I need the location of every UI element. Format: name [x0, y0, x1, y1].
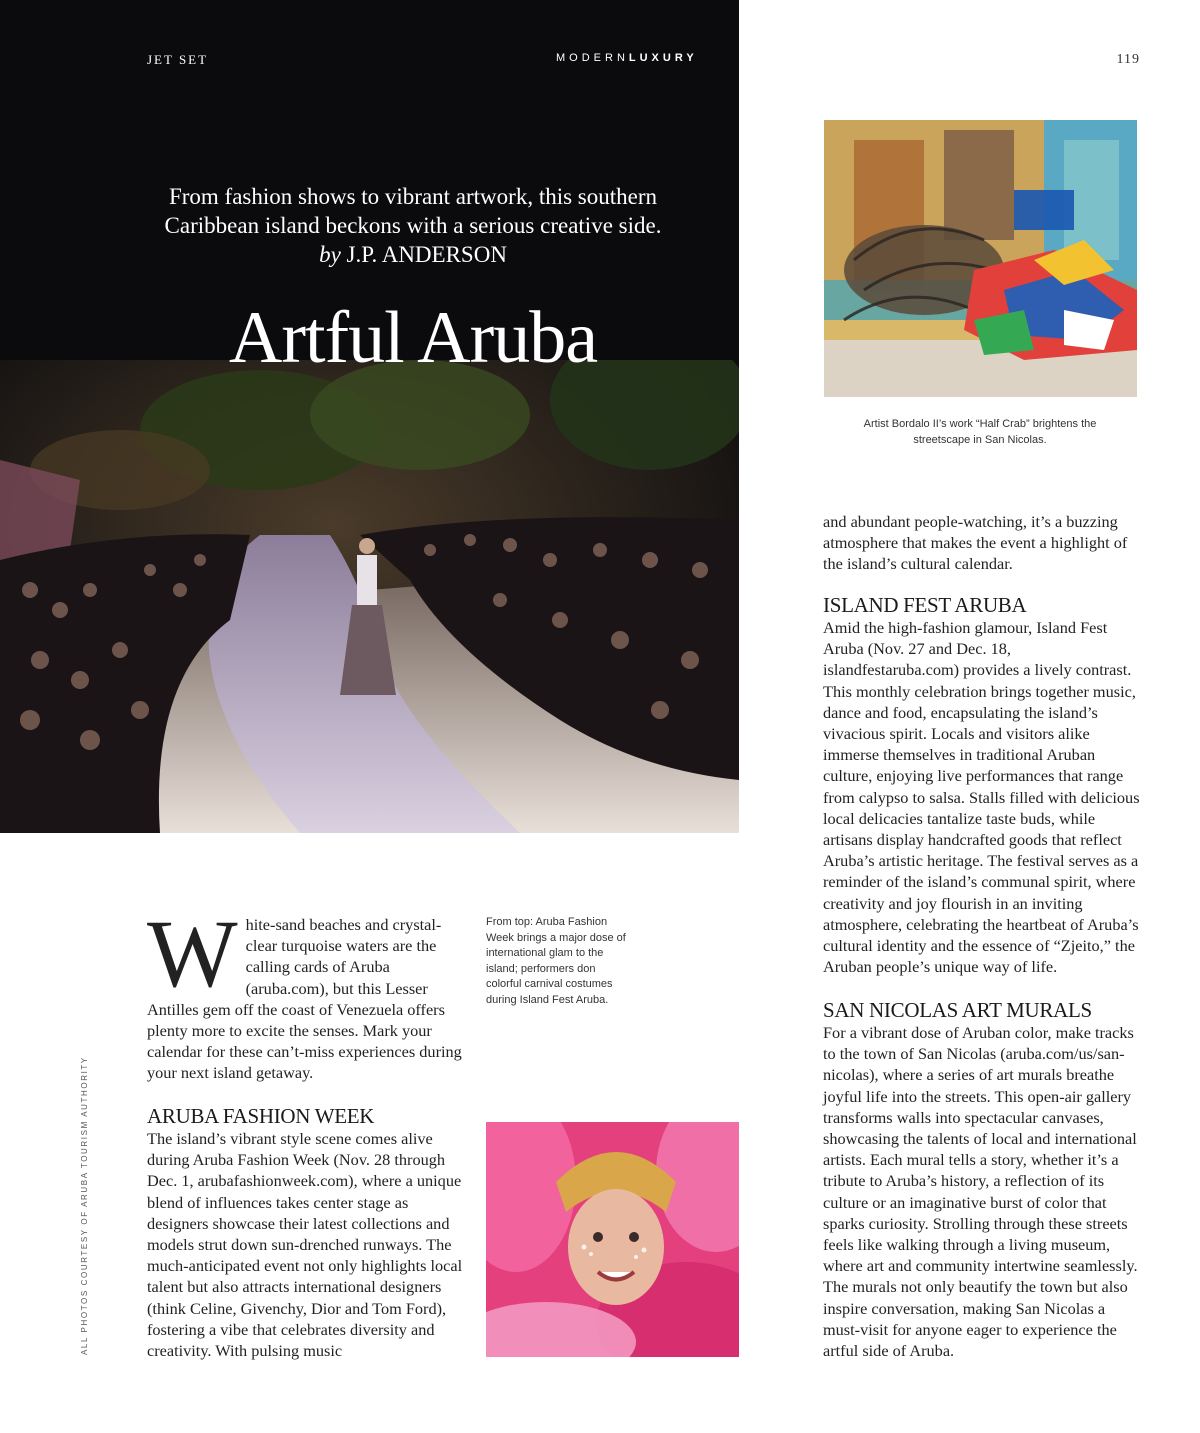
page-number: 119 — [1116, 52, 1140, 67]
carnival-performer-photo — [486, 1122, 739, 1357]
fashion-runway-photo — [0, 360, 739, 833]
byline — [100, 240, 726, 269]
magazine-logo — [556, 52, 698, 64]
from-top-caption: From top: Aruba Fashion Week brings a major dose of international glam to the island; performers don colorful carnival costumes during Island Fest Aruba. — [486, 916, 626, 1006]
article-dek — [100, 182, 726, 269]
fashion-week-text: The island’s vibrant style scene comes alive during Aruba Fashion Week (Nov. 28 through Dec. 1, arubafashionweek.com), where a unique blend of influences takes center stage as designers showcase their latest collections and models strut down sun-drenched runways. The much-anticipated event not only highlights local talent but also attracts international designers (think Celine, Givenchy, Dior and Tom Ford), fostering a vibe that celebrates diversity and creativity. With pulsing music — [147, 1129, 463, 1361]
half-crab-mural-photo — [824, 120, 1137, 397]
fashion-week-heading: ARUBA FASHION WEEK — [147, 1104, 375, 1128]
drop-cap: W — [147, 900, 238, 1007]
photo-credit: ALL PHOTOS COURTESY OF ARUBA TOURISM AUTHORITY — [80, 1056, 89, 1355]
intro-paragraph — [147, 900, 467, 1084]
intro-text: hite-sand beaches and crystal-clear turquoise waters are the calling cards of Aruba (aruba.com), but this Lesser Antilles gem off the coast of Venezuela offers plenty more to excite the senses. Mark your calendar for these can’t-miss experiences during your next island getaway. — [147, 915, 462, 1083]
dek-line-1: From fashion shows to vibrant artwork, this southern — [168, 184, 658, 209]
byline-prefix: by — [319, 242, 341, 267]
island-fest-text: Amid the high-fashion glamour, Island Fest Aruba (Nov. 27 and Dec. 18, islandfestaruba.com) provides a lively contrast. This monthly celebration brings together music, dance and food, encapsulating the island’s vivacious spirit. Locals and visitors alike immerse themselves in traditional Aruban culture, enjoying live performances that range from calypso to salsa. Stalls filled with delicious local delicacies tantalize taste buds, while artisans display handcrafted goods that reflect Aruba’s artistic heritage. The festival serves as a reminder of the island’s communal spirit, where creativity and joy flourish in an inviting atmosphere, celebrating the heartbeat of Aruba’s cultural identity and the essence of “Zjeito,” the Aruban people’s unique way of life. — [823, 618, 1140, 977]
island-fest-section — [823, 593, 1143, 977]
hero-panel — [0, 0, 739, 833]
dek-line-2: Caribbean island beckons with a serious creative side. — [164, 213, 662, 238]
byline-author: J.P. ANDERSON — [346, 242, 507, 267]
san-nicolas-section — [823, 998, 1143, 1361]
san-nicolas-text: For a vibrant dose of Aruban color, make tracks to the town of San Nicolas (aruba.com/us/san-nicolas), where a series of art murals breathe joyful life into the streets. This open-air gallery transforms walls into spectacular canvases, showcasing the talents of local and international artists. Each mural tells a story, whether it’s a tribute to Aruba’s history, a reflection of its culture or an imaginative burst of color that sparks curiosity. Strolling through these streets feels like walking through a living museum, where art and community intertwine seamlessly. The murals not only beautify the town but also inspire conversation, making San Nicolas a must-visit for anyone eager to experience the artful side of Aruba. — [823, 1023, 1138, 1361]
article-title: Artful Aruba — [228, 297, 598, 379]
logo-bold: LUXURY — [628, 52, 698, 64]
section-label: JET SET — [147, 52, 209, 67]
logo-light: MODERN — [556, 52, 629, 64]
san-nicolas-heading: SAN NICOLAS ART MURALS — [823, 998, 1092, 1022]
island-fest-heading: ISLAND FEST ARUBA — [823, 593, 1027, 617]
fashion-week-section — [147, 1104, 467, 1361]
mural-caption: Artist Bordalo II’s work “Half Crab” brightens the streetscape in San Nicolas. — [863, 418, 1097, 446]
continued-paragraph: and abundant people-watching, it’s a buzzing atmosphere that makes the event a highlight of the island’s cultural calendar. — [823, 512, 1128, 574]
